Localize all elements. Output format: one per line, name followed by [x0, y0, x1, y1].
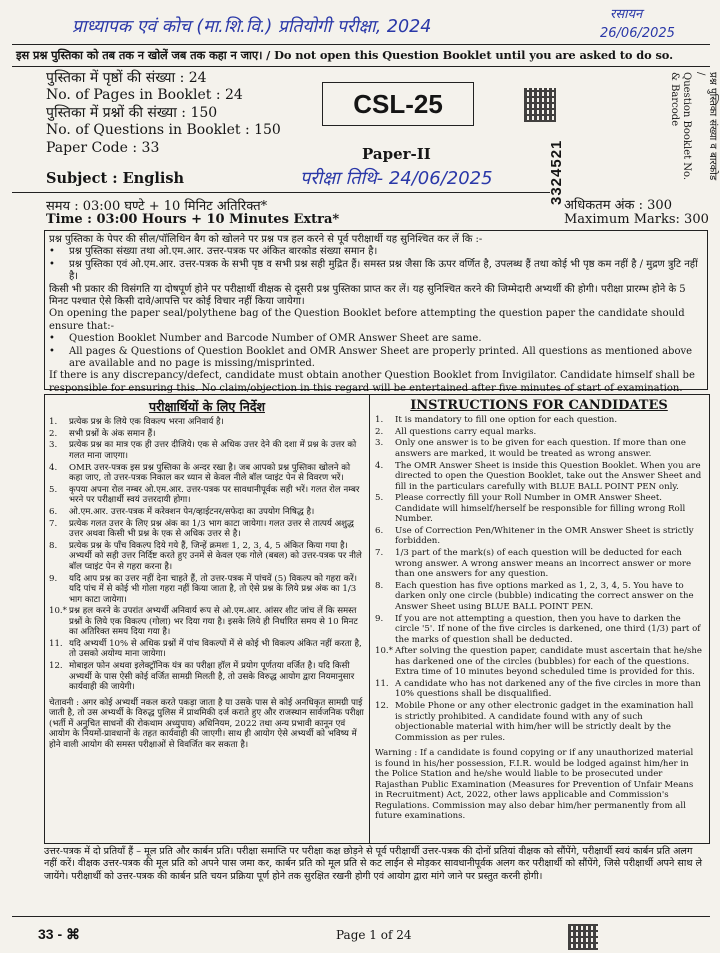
seal-intro-hindi: प्रश्न पुस्तिका के पेपर की सील/पॉलिथिन बैग को खोलने पर प्रश्न पत्र हल करने से पूर्व परीक्षार्थी यह सुनिश्चित कर लें कि :- — [49, 234, 483, 245]
top-rule — [12, 44, 710, 45]
handwritten-date-note: 26/06/2025 — [600, 26, 675, 41]
instruction-number: 9. — [49, 573, 58, 584]
instruction-text: Mobile Phone or any other electronic gadget in the examination hall is strictly prohibited. A candidate found with any of such objectionable material with him/her will be strictly dealt by the Commission as per rules. — [395, 701, 694, 743]
instruction-number: 1. — [49, 417, 58, 427]
instruction-number: 3. — [375, 438, 384, 449]
instruction-item — [49, 541, 365, 573]
hindi-heading: परीक्षार्थियों के लिए निर्देश — [149, 399, 265, 414]
instruction-text: The OMR Answer Sheet is inside this Question Booklet. When you are directed to open the Question Booklet, take out the Answer Sheet and fill in the particulars carefully with BLUE BALL POINT PEN only. — [395, 460, 702, 492]
instruction-number: 8. — [49, 540, 58, 551]
instruction-number: 5. — [375, 493, 384, 504]
instruction-item — [375, 581, 703, 613]
instruction-text: यदि अभ्यर्थी 10% से अधिक प्रश्नों में पांच विकल्पों में से कोई भी विकल्प अंकित नहीं करता है, तो उसको अयोग्य माना जायेगा। — [69, 638, 362, 660]
instruction-item — [375, 493, 703, 525]
handwritten-exam-date: परीक्षा तिथि- 24/06/2025 — [300, 168, 493, 189]
booklet-series: 33 - ⌘ — [38, 926, 81, 942]
instruction-item — [49, 519, 365, 540]
subject: Subject : English — [46, 170, 185, 187]
list-item: • Question Booklet Number and Barcode Number of OMR Answer Sheet are same. — [49, 333, 482, 345]
instruction-text: यदि आप प्रश्न का उत्तर नहीं देना चाहते हैं, तो उत्तर-पत्रक में पांचवें (5) विकल्प को गहरा करें। यदि पांच में से कोई भी गोला गहरा नहीं किया जाता है, तो ऐसे प्रश्न के लिये प्रश्न अंक का 1/3 भाग काटा जायेगा। — [69, 573, 357, 605]
list-item: • प्रश्न पुस्तिका एवं ओ.एम.आर. उत्तर-पत्रक के सभी पृष्ठ व सभी प्रश्न सही मुद्रित हैं। समस्त प्रश्न जैसा कि ऊपर वर्णित है, उपलब्ध हैं तथा कोई भी पृष्ठ कम नहीं है / मुद्रण त्रुटि नहीं है। — [49, 258, 698, 283]
bottom-rule — [12, 916, 710, 917]
page-number: Page 1 of 24 — [336, 928, 412, 942]
instruction-number: 6. — [375, 525, 384, 536]
instruction-text: 1/3 part of the mark(s) of each question will be deducted for each wrong answer. A wrong answer means an incorrect answer or more than one answers for any question. — [395, 548, 692, 580]
questions-english: No. of Questions in Booklet : 150 — [46, 122, 281, 139]
instruction-text: Only one answer is to be given for each question. If more than one answers are marked, it would be treated as wrong answer. — [395, 438, 686, 459]
instruction-text: Each question has five options marked as 1, 2, 3, 4, 5. You have to darken only one circle (bubble) indicating the correct answer on the Answer Sheet using BLUE BALL POINT PEN. — [395, 580, 694, 612]
pages-hindi: पुस्तिका में पृष्ठों की संख्या : 24 — [46, 70, 207, 86]
instruction-item — [375, 415, 703, 426]
answer-sheet-copy-note: उत्तर-पत्रक में दो प्रतियाँ हैं – मूल प्रति और कार्बन प्रति। परीक्षा समाप्ति पर परीक्षा कक्ष छोड़ने से पूर्व परीक्षार्थी उत्तर-पत्रक की दोनों प्रतियां वीक्षक को सौंपेंगे, परीक्षार्थी स्वयं कार्बन प्रति अलग नहीं करें। वीक्षक उत्तर-पत्रक की मूल प्रति को अपने पास जमा कर, कार्बन प्रति को मूल प्रति से कट लाईन से मोड़कर सावधानीपूर्वक अलग कर परीक्षार्थी को सौंपेंगे, जिसे परीक्षार्थी अपने साथ ले जायेंगे। परीक्षार्थी को उत्तर-पत्रक की कार्बन प्रति चयन प्रक्रिया पूर्ण होने तक सुरक्षित रखनी होगी एवं आयोग द्वारा मांगे जाने पर प्रस्तुत करनी होगी। — [44, 846, 703, 882]
instructions-box — [44, 394, 710, 844]
instruction-number: 7. — [49, 518, 58, 529]
booklet-info — [46, 70, 281, 157]
instruction-text: प्रत्येक प्रश्न का मात्र एक ही उत्तर दीजिये। एक से अधिक उत्तर देने की दशा में प्रश्न के उत्तर को गलत माना जाएगा। — [69, 440, 357, 461]
list-item: • All pages & Questions of Question Booklet and OMR Answer Sheet are properly printed. All questions as mentioned above are available and no page is missing/misprinted. — [49, 345, 693, 370]
instruction-item — [49, 507, 365, 518]
list-item: • प्रश्न पुस्तिका संख्या तथा ओ.एम.आर. उत्तर-पत्रक पर अंकित बारकोड संख्या समान है। — [49, 246, 378, 258]
instruction-number: 7. — [375, 548, 384, 559]
instruction-text: If you are not attempting a question, then you have to darken the circle '5'. If none of the five circles is darkened, one third (1/3) part of the marks of question shall be deducted. — [395, 613, 701, 645]
instruction-item — [49, 440, 365, 461]
instruction-number: 2. — [375, 426, 384, 437]
subject-rule — [12, 192, 550, 193]
paper-code: Paper Code : 33 — [46, 139, 160, 156]
instruction-text: After solving the question paper, candidate must ascertain that he/she has darkened one of the circles (bubbles) for each of the questions. Extra time of 10 minutes beyond scheduled time is provided for this. — [395, 646, 703, 678]
instruction-number: 8. — [375, 580, 384, 591]
seal-notice — [44, 230, 708, 394]
instruction-number: 11. — [375, 678, 389, 689]
do-not-open-banner: इस प्रश्न पुस्तिका को तब तक न खोलें जब तक कहा न जाए। / Do not open this Question Booklet until you are asked to do so. — [16, 48, 673, 62]
instruction-item — [49, 606, 365, 638]
max-marks-hindi: अधिकतम अंक : 300 — [564, 198, 672, 213]
instruction-item — [375, 679, 703, 700]
column-divider — [369, 395, 370, 843]
instruction-item — [49, 574, 365, 606]
instruction-number: 5. — [49, 484, 58, 495]
instruction-number: 6. — [49, 506, 58, 517]
instruction-text: A candidate who has not darkened any of the five circles in more than 10% questions shall be disqualified. — [395, 678, 701, 700]
bottom-barcode-image — [568, 924, 598, 950]
hindi-warning: चेतावनी : अगर कोई अभ्यर्थी नकल करते पकड़ा जाता है या उसके पास से कोई अनधिकृत सामग्री पाई जाती है, तो उस अभ्यर्थी के विरुद्ध पुलिस में प्राथमिकी दर्ज कराते हुए और राजस्थान सार्वजनिक परीक्षा (भर्ती में अनुचित साधनों की रोकथाम अध्युपाय) अधिनियम, 2022 तथा अन्य प्रभावी कानून एवं आयोग के नियमों-प्रावधानों के तहत कार्यवाही की जाएगी। साथ ही आयोग ऐसे अभ्यर्थी को भविष्य में होने वाली आयोग की समस्त परीक्षाओं से विवर्जित कर सकता है। — [49, 697, 364, 750]
instruction-text: Please correctly fill your Roll Number in OMR Answer Sheet. Candidate will himself/herself be responsible for filling wrong Roll Number. — [395, 493, 686, 525]
instruction-text: सभी प्रश्नों के अंक समान हैं। — [69, 428, 156, 439]
handwritten-subject-note: रसायन — [610, 7, 643, 22]
booklet-no-hindi: प्रश्न पुस्तिका संख्या व बारकोड / — [695, 72, 718, 181]
instruction-item — [375, 548, 703, 580]
instruction-text: प्रत्येक प्रश्न के पाँच विकल्प दिये गये हैं, जिन्हें क्रमशः 1, 2, 3, 4, 5 अंकित किया गया है। अभ्यर्थी को सही उत्तर निर्दिष्ट करते हुए उनमें से केवल एक गोले (बबल) को उत्तर-पत्रक पर नीले बॉल प्वाइंट पेन से गहरा करना है। — [69, 540, 362, 572]
english-heading: INSTRUCTIONS FOR CANDIDATES — [410, 398, 668, 413]
instruction-text: कृपया अपना रोल नम्बर ओ.एम.आर. उत्तर-पत्रक पर सावधानीपूर्वक सही भरें। गलत रोल नम्बर भरने पर परीक्षार्थी स्वयं उत्तरदायी होगा। — [69, 484, 360, 506]
time-hindi: समय : 03:00 घण्टे + 10 मिनिट अतिरिक्त* — [46, 199, 268, 214]
instruction-item — [49, 485, 365, 506]
instruction-number: 1. — [375, 415, 384, 425]
instruction-item — [375, 614, 703, 646]
instruction-number: 9. — [375, 613, 384, 624]
instruction-item — [49, 639, 365, 660]
seal-note-english: If there is any discrepancy/defect, candidate must obtain another Question Booklet from Invigilator. Candidate himself shall be responsible for ensuring this. No claim/objection in this regard will be entertained after five minutes of start of examination. — [49, 370, 695, 394]
instruction-text: Use of Correction Pen/Whitener in the OMR Answer Sheet is strictly forbidden. — [395, 525, 694, 547]
instruction-item — [375, 526, 703, 547]
hindi-instructions — [49, 398, 365, 750]
instruction-item — [375, 427, 703, 438]
seal-list-english — [49, 333, 703, 370]
english-warning: Warning : If a candidate is found copying or if any unauthorized material is found in his/her possession, F.I.R. would be lodged against him/her in the Police Station and he/she would liable to be prosecuted under Rajasthan Public Examination (Measures for Prevention of Unfair Means in Recruitment) Act, 2022, other laws applicable and Commission's Regulations. Commission may also debar him/her permanently from all future examinations. — [375, 748, 694, 822]
time-english: Time : 03:00 Hours + 10 Minutes Extra* — [46, 212, 340, 227]
instruction-number: 4. — [375, 460, 384, 471]
code-box — [322, 82, 474, 126]
booklet-no-english: Question Booklet No. & Barcode — [669, 72, 692, 181]
seal-intro-english: On opening the paper seal/polythene bag of the Question Booklet before attempting the question paper the candidate should ensure that:- — [49, 308, 685, 332]
english-instruction-list — [375, 415, 703, 743]
instruction-text: All questions carry equal marks. — [395, 426, 537, 437]
questions-hindi: पुस्तिका में प्रश्नों की संख्या : 150 — [46, 104, 218, 121]
instruction-number: 2. — [49, 428, 58, 439]
instruction-item — [49, 661, 365, 693]
instruction-text: ओ.एम.आर. उत्तर-पत्रक में करेक्शन पेन/व्हाईटनर/सफेदा का उपयोग निषिद्ध है। — [69, 506, 315, 517]
instruction-text: OMR उत्तर-पत्रक इस प्रश्न पुस्तिका के अन्दर रखा है। जब आपको प्रश्न पुस्तिका खोलने को कहा जाए, तो उत्तर-पत्रक निकाल कर ध्यान से केवल नीले बॉल प्वाइंट पेन से विवरण भरें। — [69, 462, 351, 484]
instruction-number: 10.* — [49, 606, 67, 617]
instruction-item — [375, 461, 703, 493]
instruction-item — [375, 646, 703, 678]
barcode-number: 3324521 — [548, 139, 565, 205]
paper-label: Paper-II — [362, 145, 431, 163]
instruction-text: मोबाइल फोन अथवा इलेक्ट्रॉनिक यंत्र का परीक्षा हॉल में प्रयोग पूर्णतया वर्जित है। यदि किसी अभ्यर्थी के पास ऐसी कोई वर्जित सामग्री मिलती है, तो उसके विरुद्ध आयोग द्वारा नियमानुसार कार्यवाही की जायेगी। — [69, 661, 355, 693]
hindi-instruction-list — [49, 417, 365, 693]
instruction-number: 4. — [49, 462, 58, 473]
instruction-number: 10.* — [375, 646, 393, 657]
instruction-item — [375, 701, 703, 743]
instruction-number: 3. — [49, 440, 58, 451]
instruction-item — [375, 438, 703, 459]
handwritten-exam-title: प्राध्यापक एवं कोच (मा.शि.वि.) प्रतियोगी परीक्षा, 2024 — [72, 17, 432, 37]
seal-note-hindi: किसी भी प्रकार की विसंगति या दोषपूर्ण होने पर परीक्षार्थी वीक्षक से दूसरी प्रश्न पुस्तिका प्राप्त कर लें। यह सुनिश्चित करने की जिम्मेदारी अभ्यर्थी की होगी। परीक्षा प्रारम्भ होने के 5 मिनट पश्चात ऐसे किसी दावे/आपत्ति पर कोई विचार नहीं किया जायेगा। — [49, 283, 686, 308]
code-box-label: CSL-25 — [353, 88, 443, 119]
banner-rule — [12, 66, 710, 67]
instruction-item — [49, 417, 365, 428]
seal-list-hindi — [49, 246, 703, 283]
instruction-item — [49, 463, 365, 484]
max-marks-english: Maximum Marks: 300 — [564, 212, 709, 227]
instruction-number: 11. — [49, 638, 63, 649]
instruction-text: प्रत्येक गलत उत्तर के लिए प्रश्न अंक का 1/3 भाग काटा जायेगा। गलत उत्तर से तात्पर्य अशुद्ध उत्तर अथवा किसी भी प्रश्न के एक से अधिक उत्तर से है। — [69, 518, 354, 540]
instruction-text: प्रश्न हल करने के उपरांत अभ्यर्थी अनिवार्य रूप से ओ.एम.आर. आंसर शीट जांच लें कि समस्त प्रश्नों के लिये एक विकल्प (गोला) भर दिया गया है। इसके लिये ही निर्धारित समय से 10 मिनट का अतिरिक्त समय दिया गया है। — [69, 606, 358, 638]
instruction-text: प्रत्येक प्रश्न के लिये एक विकल्प भरना अनिवार्य है। — [69, 417, 224, 427]
english-instructions — [375, 398, 703, 822]
instruction-number: 12. — [49, 661, 63, 672]
barcode-image — [524, 88, 556, 122]
instruction-item — [49, 429, 365, 440]
pages-english: No. of Pages in Booklet : 24 — [46, 87, 243, 104]
instruction-number: 12. — [375, 701, 389, 712]
instruction-text: It is mandatory to fill one option for each question. — [395, 415, 618, 425]
